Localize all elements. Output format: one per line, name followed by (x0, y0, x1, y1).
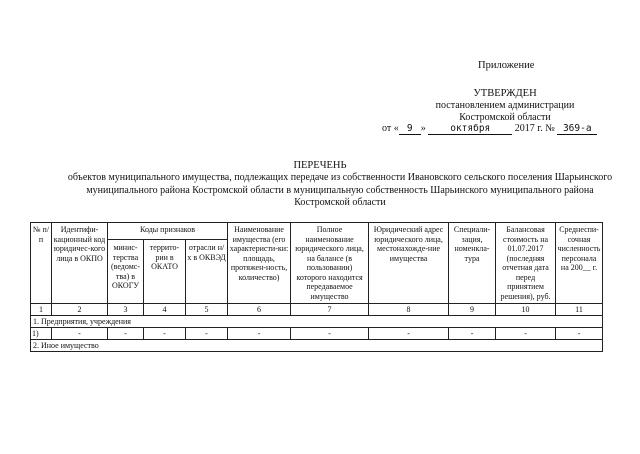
table-cell: - (496, 328, 556, 340)
property-table (30, 222, 603, 352)
header-spec: Специали-зация, номенкла-тура (449, 223, 496, 304)
approval-stamp (395, 88, 615, 124)
order-month: октября (428, 123, 512, 135)
approval-heading: УТВЕРЖДЕН (473, 88, 537, 99)
column-number: 10 (496, 304, 556, 316)
column-number: 4 (144, 304, 186, 316)
column-number: 1 (31, 304, 52, 316)
table-cell: - (52, 328, 108, 340)
column-number: 7 (291, 304, 369, 316)
table-cell: - (291, 328, 369, 340)
table-cell: - (556, 328, 603, 340)
header-okpo: Идентифи-кационный код юридичес-кого лица в ОКПО (52, 223, 108, 304)
column-numbers-row (31, 304, 603, 316)
section-row-enterprises (31, 316, 603, 328)
column-number: 2 (52, 304, 108, 316)
list-title: ПЕРЕЧЕНЬ (293, 160, 347, 171)
appendix-label: Приложение (478, 60, 535, 71)
table-cell: - (108, 328, 144, 340)
table-row (31, 328, 603, 340)
approval-line-2: Костромской области (459, 112, 551, 123)
table-cell: - (369, 328, 449, 340)
date-prefix: от « (382, 123, 399, 134)
column-number: 6 (228, 304, 291, 316)
header-name: Наименование имущества (его характеристи-ки: площадь, протяжен-ность, количество) (228, 223, 291, 304)
column-number: 8 (369, 304, 449, 316)
approval-line-1: постановлением администрации (435, 100, 575, 111)
header-balance: Балансовая стоимость на 01.07.2017 (последняя отчетная дата перед принятием решения), руб. (496, 223, 556, 304)
table-cell: - (186, 328, 228, 340)
table-cell: - (144, 328, 186, 340)
table-cell: - (228, 328, 291, 340)
order-year: 2017 г. № (514, 123, 555, 134)
date-sep: » (420, 123, 426, 134)
order-date-line (382, 123, 597, 135)
table-cell: - (449, 328, 496, 340)
section-title: 2. Иное имущество (31, 340, 603, 352)
header-okato: террито-рии в ОКАТО (144, 240, 186, 304)
order-number: 369-а (557, 123, 597, 135)
header-row (31, 223, 603, 240)
column-number: 5 (186, 304, 228, 316)
column-number: 3 (108, 304, 144, 316)
section-row-other-property (31, 340, 603, 352)
header-num: № п/п (31, 223, 52, 304)
column-number: 11 (556, 304, 603, 316)
order-day: 9 (399, 123, 421, 135)
header-codes: Коды признаков (108, 223, 228, 240)
table-cell: 1) (31, 328, 52, 340)
section-title: 1. Предприятия, учреждения (31, 316, 603, 328)
header-staff: Среднеспи-сочная численность персонала на 200__ г. (556, 223, 603, 304)
header-okved: отрасли н/х в ОКВЭД (186, 240, 228, 304)
header-ministry: минис-терства (ведомс-тва) в ОКОГУ (108, 240, 144, 304)
header-address: Юридический адрес юридического лица, местонахожде-ние имущества (369, 223, 449, 304)
column-number: 9 (449, 304, 496, 316)
header-fullname: Полное наименование юридического лица, на балансе (в пользовании) которого находится передаваемое имущество (291, 223, 369, 304)
list-subject: объектов муниципального имущества, подлежащих передаче из собственности Ивановского сельского поселения Шарьинского муниципального района Костромской области в муниципальную собственность Шарьинского муниципального района Костромской области (67, 172, 613, 208)
